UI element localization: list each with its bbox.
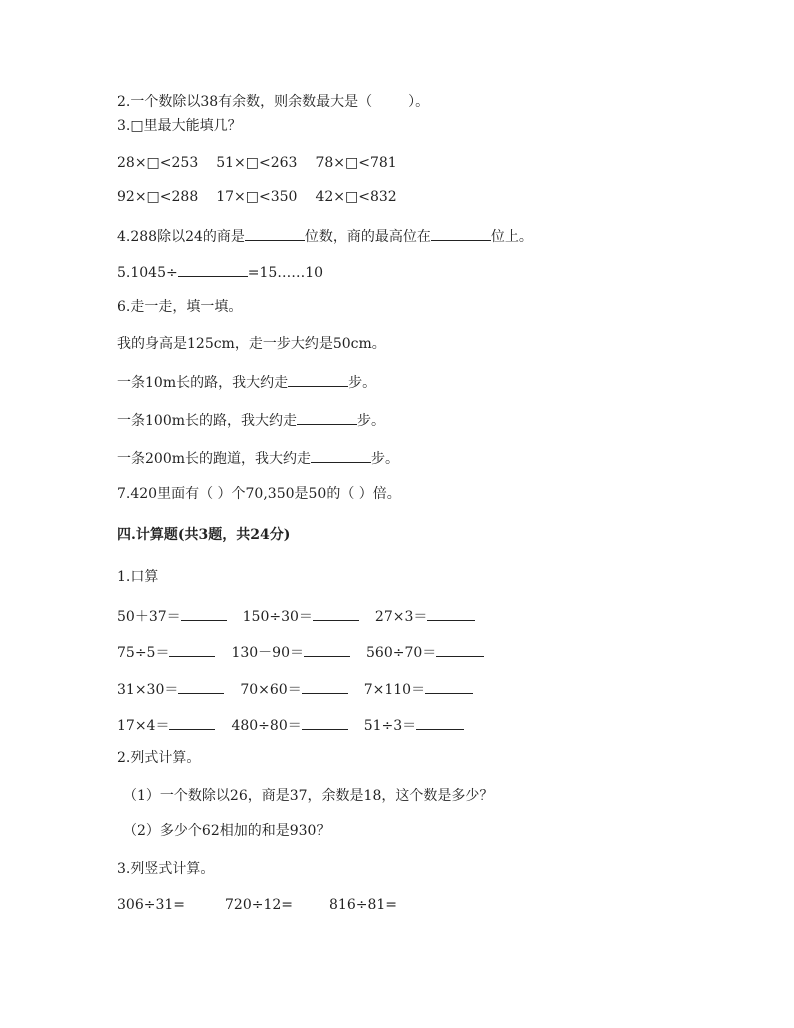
question-4-text-1: 4.288除以24的商是 (117, 229, 245, 245)
inequality-item: 51×□<263 (216, 155, 298, 171)
answer-blank[interactable] (425, 679, 473, 694)
question-5-text-2: =15……10 (247, 265, 324, 281)
calc-item: 150÷30＝ (242, 609, 313, 625)
calc-1-title: 1.口算 (117, 569, 159, 585)
question-6-line-1 (117, 372, 376, 392)
calc-1-row-3 (117, 679, 473, 699)
question-2-close: ）。 (408, 94, 430, 110)
section-4-title: 四.计算题(共3题，共24分) (117, 527, 291, 543)
question-5-text-1: 5.1045÷ (117, 265, 178, 281)
inequality-item: 78×□<781 (315, 155, 397, 171)
question-6-text: 一条100m长的路，我大约走 (117, 413, 297, 429)
answer-blank[interactable] (169, 715, 215, 730)
answer-blank[interactable] (245, 226, 305, 241)
question-4-text-3: 位上。 (490, 229, 533, 245)
answer-blank[interactable] (311, 448, 371, 463)
calc-item: 7×110＝ (363, 682, 426, 698)
question-6-unit: 步。 (357, 413, 385, 429)
vertical-calc-item: 816÷81= (329, 897, 397, 913)
calc-item: 17×4＝ (117, 718, 170, 734)
calc-1-row-4 (117, 715, 464, 735)
calc-item: 27×3＝ (374, 609, 428, 625)
inequality-item: 42×□<832 (315, 189, 397, 205)
question-2-text: 2.一个数除以38有余数，则余数最大是（ (117, 94, 373, 110)
question-6-unit: 步。 (371, 451, 399, 467)
calc-3-title: 3.列竖式计算。 (117, 861, 215, 877)
question-2 (117, 93, 429, 111)
question-6-text: 一条200m长的跑道，我大约走 (117, 451, 311, 467)
answer-blank[interactable] (416, 715, 464, 730)
question-6-unit: 步。 (348, 375, 377, 391)
answer-blank[interactable] (288, 372, 348, 387)
question-3-row-2 (117, 188, 397, 206)
question-6-info: 我的身高是125cm，走一步大约是50cm。 (117, 336, 386, 352)
calc-item: 50＋37＝ (117, 609, 181, 625)
question-6-text: 一条10m长的路，我大约走 (117, 375, 289, 391)
answer-blank[interactable] (302, 679, 348, 694)
answer-blank[interactable] (302, 715, 348, 730)
inequality-item: 17×□<350 (216, 189, 298, 205)
question-3-row-1 (117, 154, 397, 172)
question-5 (117, 262, 323, 282)
calc-1-row-1 (117, 606, 475, 626)
question-4 (117, 226, 533, 246)
answer-blank[interactable] (169, 642, 215, 657)
answer-blank[interactable] (436, 642, 484, 657)
answer-blank[interactable] (304, 642, 350, 657)
question-6-title: 6.走一走，填一填。 (117, 299, 243, 315)
answer-blank[interactable] (427, 606, 475, 621)
calc-3-items (117, 896, 397, 914)
calc-2-title: 2.列式计算。 (117, 750, 201, 766)
vertical-calc-item: 720÷12= (225, 897, 293, 913)
question-3-title: 3.□里最大能填几？ (117, 118, 242, 134)
answer-blank[interactable] (313, 606, 359, 621)
question-7: 7.420里面有（ ）个70,350是50的（ ）倍。 (117, 486, 401, 502)
calc-2-part-1: （1）一个数除以26，商是37，余数是18，这个数是多少？ (123, 788, 494, 804)
calc-item: 75÷5＝ (117, 645, 170, 661)
answer-blank[interactable] (178, 262, 248, 277)
inequality-item: 28×□<253 (117, 155, 199, 171)
calc-item: 560÷70＝ (366, 645, 437, 661)
calc-item: 130－90＝ (231, 645, 304, 661)
question-6-line-3 (117, 448, 399, 468)
answer-blank[interactable] (181, 606, 227, 621)
vertical-calc-item: 306÷31= (117, 897, 185, 913)
calc-2-part-2: （2）多少个62相加的和是930？ (123, 823, 331, 839)
question-4-text-2: 位数，商的最高位在 (304, 229, 431, 245)
inequality-item: 92×□<288 (117, 189, 199, 205)
question-6-line-2 (117, 410, 385, 430)
calc-item: 51÷3＝ (363, 718, 417, 734)
answer-blank[interactable] (297, 410, 357, 425)
calc-item: 31×30＝ (117, 682, 179, 698)
calc-item: 480÷80＝ (231, 718, 302, 734)
calc-item: 70×60＝ (240, 682, 302, 698)
answer-blank[interactable] (178, 679, 224, 694)
answer-blank[interactable] (431, 226, 491, 241)
calc-1-row-2 (117, 642, 484, 662)
